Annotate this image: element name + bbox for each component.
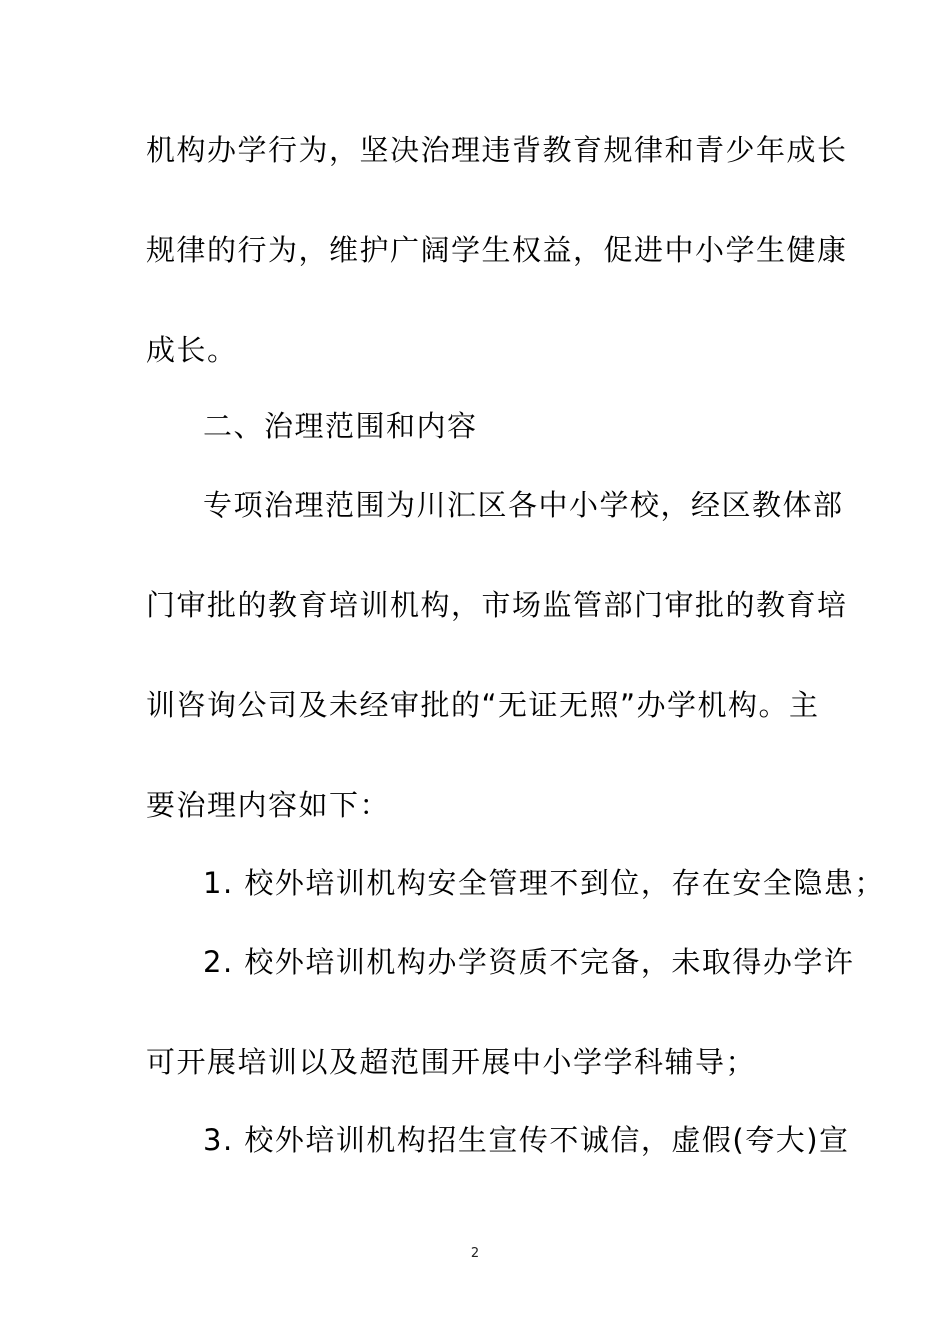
body-text-line: 规律的行为，维护广阔学生权益，促进中小学生健康 (146, 233, 848, 267)
section-heading: 二、治理范围和内容 (203, 409, 478, 443)
body-text-line: 专项治理范围为川汇区各中小学校，经区教体部 (203, 488, 844, 522)
body-text-line: 可开展培训以及超范围开展中小学学科辅导； (146, 1045, 757, 1079)
page-number: 2 (470, 1246, 480, 1261)
body-text-line: 要治理内容如下： (146, 788, 391, 822)
body-text-line: 机构办学行为，坚决治理违背教育规律和青少年成长 (146, 133, 848, 167)
body-text-line: 训咨询公司及未经审批的“无证无照”办学机构。主 (146, 688, 820, 722)
body-text-line: 门审批的教育培训机构，市场监管部门审批的教育培 (146, 588, 848, 622)
list-item: 1. 校外培训机构安全管理不到位，存在安全隐患； (203, 866, 885, 900)
list-item: 3. 校外培训机构招生宣传不诚信，虚假(夸大)宣 (203, 1123, 850, 1157)
body-text-line: 成长。 (146, 333, 238, 367)
list-item: 2. 校外培训机构办学资质不完备，未取得办学许 (203, 945, 855, 979)
